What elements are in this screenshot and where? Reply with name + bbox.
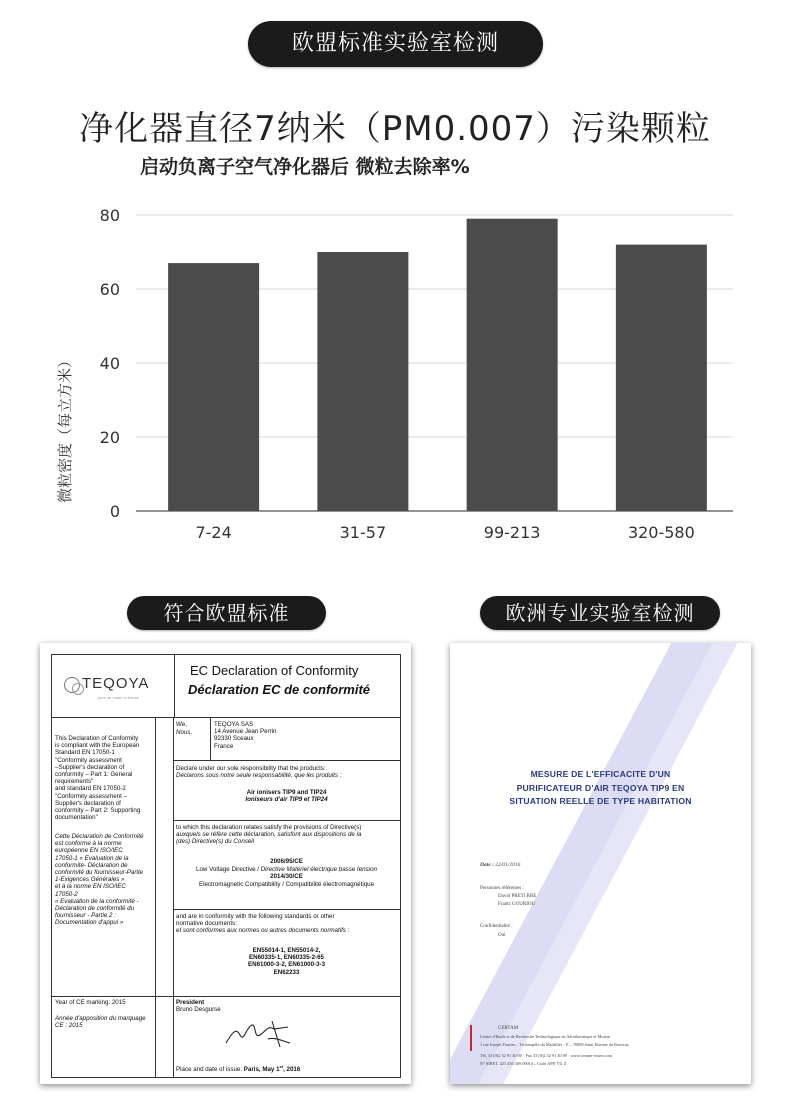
page-title: 净化器直径7纳米（PM0.007）污染颗粒 — [79, 108, 711, 149]
report-confidential-value: Oui — [498, 933, 506, 938]
ec-company-address: TEQOYA SAS 14 Avenue Jean Perrin 92330 Sceaux France — [214, 721, 277, 750]
section-badge-eu-lab: 欧洲专业实验室检测 — [480, 596, 720, 630]
x-tick-label: 31-57 — [339, 523, 387, 542]
report-confidential-label: Confidentialité : — [480, 924, 513, 929]
red-accent-bar — [470, 1025, 472, 1051]
ec-directive-1-desc: Low Voltage Directive / Directive Matériel électrique basse tension — [196, 866, 377, 873]
y-tick-label: 60 — [99, 280, 120, 299]
bar-99-213 — [467, 219, 558, 511]
ec-gap-column — [155, 717, 174, 1077]
y-tick-label: 0 — [109, 502, 120, 521]
x-tick-label: 99-213 — [483, 523, 541, 542]
ec-left-en: This Declaration of Conformity is compliant with the European Standard EN 17050-1 "Conformity assessment –Supplier's declaration of conformity – Part 1: General requirements" and standard EN 17050-2 "Conformity assessment – Supplier's declaration of conformity – Part 2: Supporting documentation" — [55, 735, 141, 822]
ec-we-label: We, — [176, 721, 187, 728]
ec-products-en: Air ionisers TIP9 and TIP24 — [246, 789, 327, 796]
ec-standards-list: EN55014-1, EN55014-2, EN60335-1, EN60335-2-65 EN61000-3-2, EN61000-3-3 EN62233 — [247, 947, 326, 976]
report-date: Date : 22/01/2016 — [480, 862, 521, 868]
ec-declaration-frame — [51, 654, 401, 1078]
signature-icon — [222, 1013, 302, 1053]
ec-title-fr: Déclaration EC de conformité — [188, 682, 371, 697]
ec-declaration-header — [174, 655, 400, 718]
report-title: MESURE DE L'EFFICACITE D'UN PURIFICATEUR D'AIR TEQOYA TIP9 EN SITUATION REELLE DE TYPE HABITATION — [509, 769, 692, 806]
lab-report-document — [450, 643, 751, 1084]
ec-declare-fr: Déclarons sous notre seule responsabilité, que les produits : — [176, 772, 342, 779]
ec-products-fr: Ioniseurs d'air TIP9 et TIP24 — [245, 796, 328, 803]
ec-nous-label: Nous, — [176, 729, 193, 736]
chart-title: 启动负离子空气净化器后 微粒去除率% — [140, 156, 470, 178]
y-axis-ticks — [100, 206, 120, 521]
y-axis-label: 微粒密度（每立方米） — [56, 352, 74, 504]
ec-ce-year-en: Year of CE marking: 2015 — [55, 999, 126, 1006]
x-tick-label: 320-580 — [627, 523, 695, 542]
bar-31-57 — [317, 252, 408, 511]
ec-directive-2: 2014/30/CE — [270, 873, 303, 880]
ec-standards-en: and are in conformity with the following standards or other normative documents: — [176, 913, 335, 928]
y-tick-label: 80 — [99, 206, 120, 225]
report-person-1: David PRETI RRE — [498, 894, 537, 899]
report-org-line-3: Tél. 33 (0)2 32 91 40 00 · Fax 33 (0)2 32 91 40 09 · www.certam-rouen.com — [480, 1053, 613, 1058]
x-tick-label: 7-24 — [195, 523, 232, 542]
ec-president-label: President — [176, 999, 205, 1006]
ec-directive-en: to which this declaration relates satisfy the provisions of Directive(s) — [176, 824, 362, 831]
section-badge-top: 欧盟标准实验室检测 — [248, 21, 543, 67]
ec-president-name: Bruno Desgurse — [176, 1006, 221, 1013]
ec-ce-year-fr: Année d'apposition du marquage CE : 2015 — [55, 1015, 146, 1030]
bar-320-580 — [616, 245, 707, 511]
y-tick-label: 40 — [99, 354, 120, 373]
ec-left-fr: Cette Déclaration de Conformité est conforme à la norme européenne EN ISO/IEC 17050-1 « Evaluation de la conformité- Déclaration de conformité du fournisseur-Partie 1-Exigences Générales » et à la norme EN ISO/IEC 17050-2 « Evaluation de la conformité - Déclaration de conformité du fournisseur - Partie 2 : Documentation d'appui » — [55, 833, 144, 927]
section-badge-eu-standard: 符合欧盟标准 — [127, 596, 326, 630]
ec-directive-fr: auxquels se réfère cette déclaration, satisfont aux dispositions de la (des) Directive(s) du Conseil — [176, 831, 362, 846]
ec-standards-fr: et sont conformes aux normes ou autres documents normatifs : — [176, 927, 350, 934]
y-tick-label: 20 — [99, 428, 120, 447]
report-org-line-1: Centre d'Etude et de Recherche Technologique en Aérothermique et Moteur — [480, 1034, 611, 1039]
report-org-name: CERTAM — [498, 1026, 519, 1031]
x-axis-ticks — [195, 523, 694, 542]
ec-issue-line: Place and date of issue: Paris, May 1st, 2016 — [176, 1064, 301, 1074]
report-persons-label: Personnes référentes : — [480, 886, 524, 891]
chart-bars — [168, 219, 707, 511]
ec-directive-2-desc: Electromagnetic Compatibility / Compatibilité électromagnétique — [198, 881, 375, 888]
ec-directive-1: 2006/95/CE — [270, 858, 303, 865]
report-org-line-2: 1 rue Joseph Fourier – Technopôle du Madrillet – F – 76800 Saint Etienne du Rouvray — [480, 1042, 629, 1047]
teqoya-logo: TEQOYA purs air made in france — [52, 655, 175, 718]
bar-7-24 — [168, 263, 259, 511]
bar-chart — [40, 190, 750, 550]
report-person-2: Frantz GOURIOU — [498, 902, 536, 907]
report-org-line-4: N° SIRET. 421 436 369 00014 – Code APE 731 Z — [480, 1061, 567, 1066]
ec-declaration-document — [40, 643, 411, 1084]
ec-title-en: EC Declaration of Conformity — [190, 663, 359, 678]
ec-declare-en: Declare under our sole responsibility that the products: — [176, 765, 326, 772]
